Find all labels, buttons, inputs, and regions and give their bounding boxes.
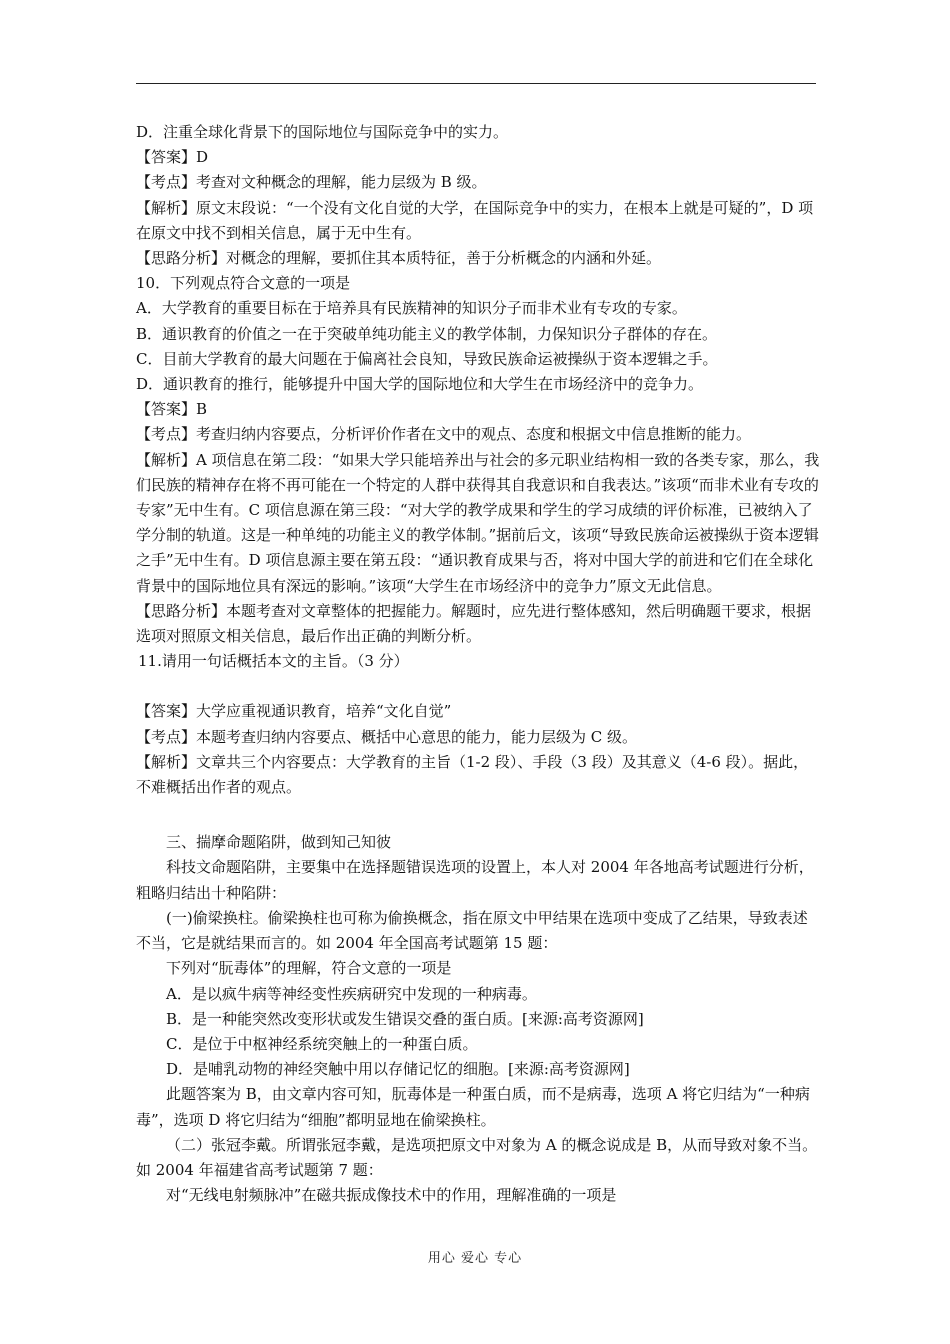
intro-paragraph: 科技文命题陷阱，主要集中在选择题错误选项的设置上，本人对 2004 年各地高考试题进行分析，粗略归结出十种陷阱： — [136, 858, 814, 902]
answer-q9: 【答案】D — [136, 148, 209, 167]
example-question-2: 对“无线电射频脉冲”在磁共振成像技术中的作用，理解准确的一项是 — [166, 1186, 617, 1205]
option-c-q10: C．目前大学教育的最大问题在于偏离社会良知，导致民族命运被操纵于资本逻辑之手。 — [136, 349, 718, 368]
example-question: 下列对“朊毒体”的理解，符合文意的一项是 — [166, 959, 452, 978]
option-d-q10: D．通识教育的推行，能够提升中国大学的国际地位和大学生在市场经济中的竞争力。 — [136, 375, 704, 394]
silu-q10: 【思路分析】本题考查对文章整体的把握能力。解题时，应先进行整体感知，然后明确题干要求，根据选项对照原文相关信息，最后作出正确的判断分析。 — [136, 601, 812, 646]
question-11: 11.请用一句话概括本文的主旨。（3 分） — [138, 652, 409, 671]
kaodian-q10: 【考点】考查归纳内容要点，分析评价作者在文中的观点、态度和根据文中信息推断的能力。 — [136, 425, 752, 444]
option-d-q9: D．注重全球化背景下的国际地位与国际竞争中的实力。 — [136, 123, 509, 141]
trap-1-paragraph: (一)偷梁换柱。偷梁换柱也可称为偷换概念，指在原文中甲结果在选项中变成了乙结果，导致表述不当，它是就结果而言的。如 2004 年全国高考试题第 15 题： — [136, 908, 808, 953]
header-rule — [136, 83, 816, 84]
jiexi-q11: 【解析】文章共三个内容要点：大学教育的主旨（1-2 段）、手段（3 段）及其意义（4-6 段）。据此，不难概括出作者的观点。 — [136, 752, 809, 797]
answer-q11: 【答案】大学应重视通识教育，培养“文化自觉” — [136, 702, 452, 721]
page-footer: 用心 爱心 专心 — [427, 1251, 523, 1266]
kaodian-q11: 【考点】本题考查归纳内容要点、概括中心意思的能力，能力层级为 C 级。 — [136, 727, 638, 746]
blank-line — [136, 674, 822, 699]
jiexi-q9: 【解析】原文末段说：“一个没有文化自觉的大学，在国际竞争中的实力，在根本上就是可疑的”，D 项在原文中找不到相关信息，属于无中生有。 — [136, 198, 814, 242]
option-a-q10: A．大学教育的重要目标在于培养具有民族精神的知识分子而非术业有专攻的专家。 — [136, 299, 687, 318]
example-option-b: B．是一种能突然改变形状或发生错误交叠的蛋白质。[来源:高考资源网] — [166, 1009, 644, 1028]
answer-q10: 【答案】B — [136, 400, 208, 419]
kaodian-q9: 【考点】考查对文种概念的理解，能力层级为 B 级。 — [136, 173, 487, 192]
example-option-d: D．是哺乳动物的神经突触中用以存储记忆的细胞。[来源:高考资源网] — [166, 1060, 630, 1079]
trap-2-paragraph: （二）张冠李戴。所谓张冠李戴，是选项把原文中对象为 A 的概念说成是 B，从而导致对象不当。如 2004 年福建省高考试题第 7 题： — [136, 1135, 818, 1179]
question-10: 10．下列观点符合文意的一项是 — [136, 274, 351, 293]
document-body — [136, 120, 822, 1208]
option-b-q10: B．通识教育的价值之一在于突破单纯功能主义的教学体制，力保知识分子群体的存在。 — [136, 324, 718, 343]
example-analysis: 此题答案为 B，由文章内容可知，朊毒体是一种蛋白质，而不是病毒，选项 A 将它归结为“一种病毒”，选项 D 将它归结为“细胞”都明显地在偷梁换柱。 — [136, 1085, 810, 1129]
section-heading: 三、揣摩命题陷阱，做到知己知彼 — [166, 833, 392, 852]
jiexi-q10: 【解析】A 项信息在第二段：“如果大学只能培养出与社会的多元职业结构相一致的各类专家，那么，我们民族的精神存在将不再可能在一个特定的人群中获得其自我意识和自我表达。”该项“而非术业有专攻的专家”无中生有。C 项信息源在第三段：“对大学的教学成果和学生的学习成绩的评价标准，已被纳入了学分制的轨道。这是一种单纯的功能主义的教学体制。”据前后文，该项“导致民族命运被操纵于资本逻辑之手”无中生有。D 项信息源主要在第五段：“通识教育成果与否，将对中国大学的前进和它们在全球化背景中的国际地位具有深远的影响。”该项“大学生在市场经济中的竞争力”原文无此信息。 — [136, 450, 820, 595]
blank-line — [136, 800, 822, 830]
example-option-c: C．是位于中枢神经系统突触上的一种蛋白质。 — [166, 1034, 478, 1053]
example-option-a: A．是以疯牛病等神经变性疾病研究中发现的一种病毒。 — [166, 984, 537, 1003]
silu-q9: 【思路分析】对概念的理解，要抓住其本质特征，善于分析概念的内涵和外延。 — [136, 249, 662, 268]
